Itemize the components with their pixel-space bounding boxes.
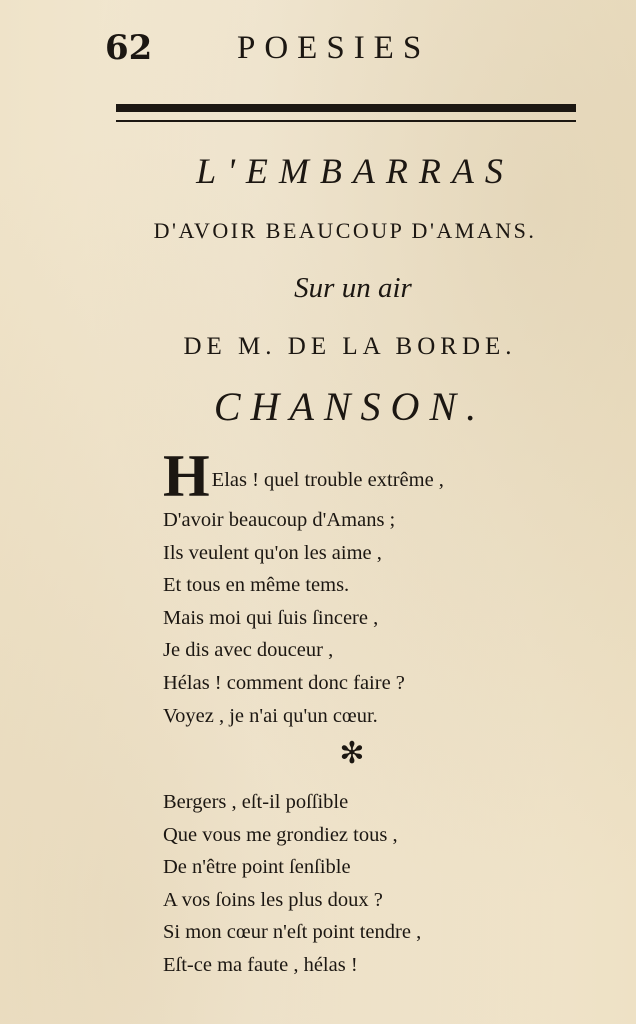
title-line-2: D'AVOIR BEAUCOUP D'AMANS. (153, 218, 537, 243)
stanza-line: Si mon cœur n'eſt point tendre , (163, 921, 422, 944)
title-line-5: CHANSON. (213, 384, 487, 429)
stanza-line: D'avoir beaucoup d'Amans ; (163, 509, 396, 531)
title-line-1: L'EMBARRAS (196, 151, 514, 191)
drop-cap: H (163, 443, 210, 509)
header-rule-thick (116, 104, 576, 112)
stanza-line: Mais moi qui ſuis ſincere , (163, 606, 379, 629)
page-header (105, 26, 585, 74)
stanza-line: Et tous en même tems. (163, 574, 350, 597)
stanza-line: Hélas ! comment donc faire ? (163, 671, 405, 694)
stanza-line: De n'être point ſenſible (163, 856, 351, 879)
stanza-line: Eſt-ce ma faute , hélas ! (163, 953, 358, 976)
title-line-3: Sur un air (294, 272, 412, 304)
stanza-2 (163, 786, 583, 982)
stanza-line: A vos ſoins les plus doux ? (163, 888, 383, 911)
stanza-line: Elas ! quel trouble extrême , (211, 469, 444, 491)
stanza-line: Voyez , je n'ai qu'un cœur. (163, 704, 378, 727)
asterism-ornament: ✻ (339, 736, 365, 771)
title-line-4: DE M. DE LA BORDE. (183, 333, 517, 360)
header-rule-thin (116, 120, 576, 122)
stanza-line: Je dis avec douceur , (163, 639, 334, 662)
running-head: POESIES (237, 30, 431, 66)
page-number: 62 (105, 28, 153, 68)
stanza-line: Que vous me grondiez tous , (163, 823, 398, 846)
stanza-1 (163, 443, 583, 732)
stanza-line: Bergers , eſt-il poſſible (163, 791, 349, 813)
stanza-line: Ils veulent qu'on les aime , (163, 541, 382, 564)
